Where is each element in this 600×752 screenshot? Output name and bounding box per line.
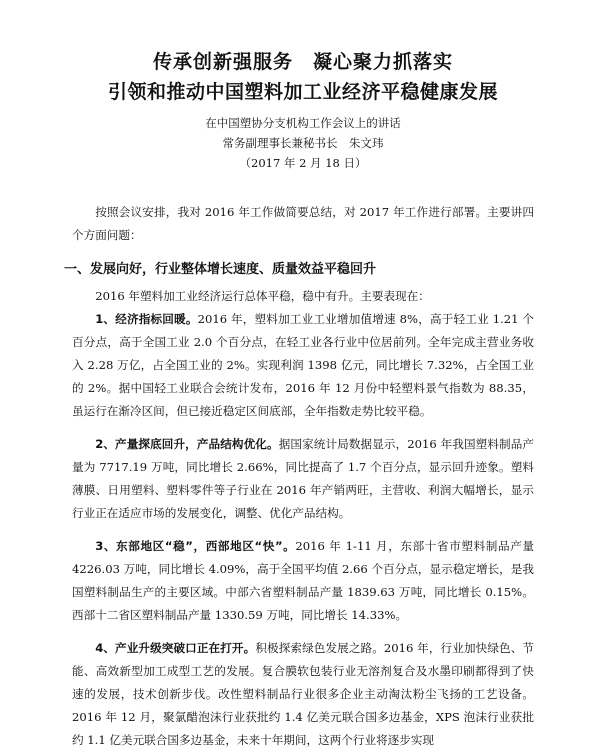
item-4-lead: 4、产业升级突破口正在打开。	[95, 641, 256, 655]
item-4-paragraph	[72, 637, 534, 752]
item-3-paragraph	[72, 535, 534, 627]
speaker-line: 常务副理事长兼秘书长 朱文玮	[222, 136, 384, 150]
item-3-lead: 3、东部地区“稳”，西部地区“快”。	[95, 539, 296, 553]
intro-paragraph: 按照会议安排，我对 2016 年工作做简要总结，对 2017 年工作进行部署。主要讲四个方面问题：	[72, 205, 534, 242]
section-1-intro: 2016 年塑料加工业经济运行总体平稳，稳中有升。主要表现在：	[95, 289, 430, 303]
section-1-heading: 一、发展向好，行业整体增长速度、质量效益平稳回升	[64, 262, 377, 277]
item-1-paragraph	[72, 308, 534, 423]
speech-subtitle: 在中国塑协分支机构工作会议上的讲话	[205, 116, 401, 130]
item-1-text: 2016 年，塑料加工业工业增加值增速 8%，高于轻工业 1.21 个百分点，高于全国工业 2.0 个百分点，在轻工业各行业中位居前列。全年完成主营业务收入 2.28 万亿，占全国工业的 2%。实现利润 1398 亿元，同比增长 7.32%，占全国工业的 2%。据中国轻工业联合会统计发布，2016 年 12 月份中轻塑料景气指数为 88.35，虽运行在渐冷区间，但已接近稳定区间底部，全年指数走势比较平稳。	[72, 312, 534, 418]
item-2-text: 据国家统计局数据显示，2016 年我国塑料制品产量为 7717.19 万吨，同比增长 2.66%，同比提高了 1.7 个百分点，显示回升迹象。塑料薄膜、日用塑料、塑料零件等子行业在 2016 年产销两旺，主营收、利润大幅增长，显示行业正在适应市场的发展变化，调整、优化产品结构。	[72, 437, 534, 520]
title-line-2: 引领和推动中国塑料加工业经济平稳健康发展	[107, 81, 498, 103]
item-2-lead: 2、产量探底回升，产品结构优化。	[95, 437, 279, 451]
item-2-paragraph	[72, 433, 534, 525]
title-line-1: 传承创新强服务 凝心聚力抓落实	[152, 51, 453, 73]
speech-date: （2017 年 2 月 18 日）	[239, 156, 367, 170]
item-1-lead: 1、经济指标回暖。	[95, 312, 198, 326]
item-3-text: 2016 年 1-11 月，东部十省市塑料制品产量 4226.03 万吨，同比增长 4.09%，高于全国平均值 2.66 个百分点，显示稳定增长，是我国塑料制品生产的主要区域。中部六省塑料制品产量 1839.63 万吨，同比增长 0.15%。西部十二省区塑料制品产量 1330.59 万吨，同比增长 14.33%。	[72, 539, 535, 622]
item-4-text: 积极探索绿色发展之路。2016 年，行业加快绿色、节能、高效新型加工成型工艺的发展。复合膜软包装行业无溶剂复合及水墨印刷都得到了快速的发展，技术创新步伐。改性塑料制品行业很多企业主动淘汰粉尘飞扬的工艺设备。2016 年 12 月，聚氯醋泡沫行业获批约 1.4 亿美元联合国多边基金，XPS 泡沫行业获批约 1.1 亿美元联合国多边基金，未来十年期间，这两个行业将逐步实现	[72, 641, 534, 747]
